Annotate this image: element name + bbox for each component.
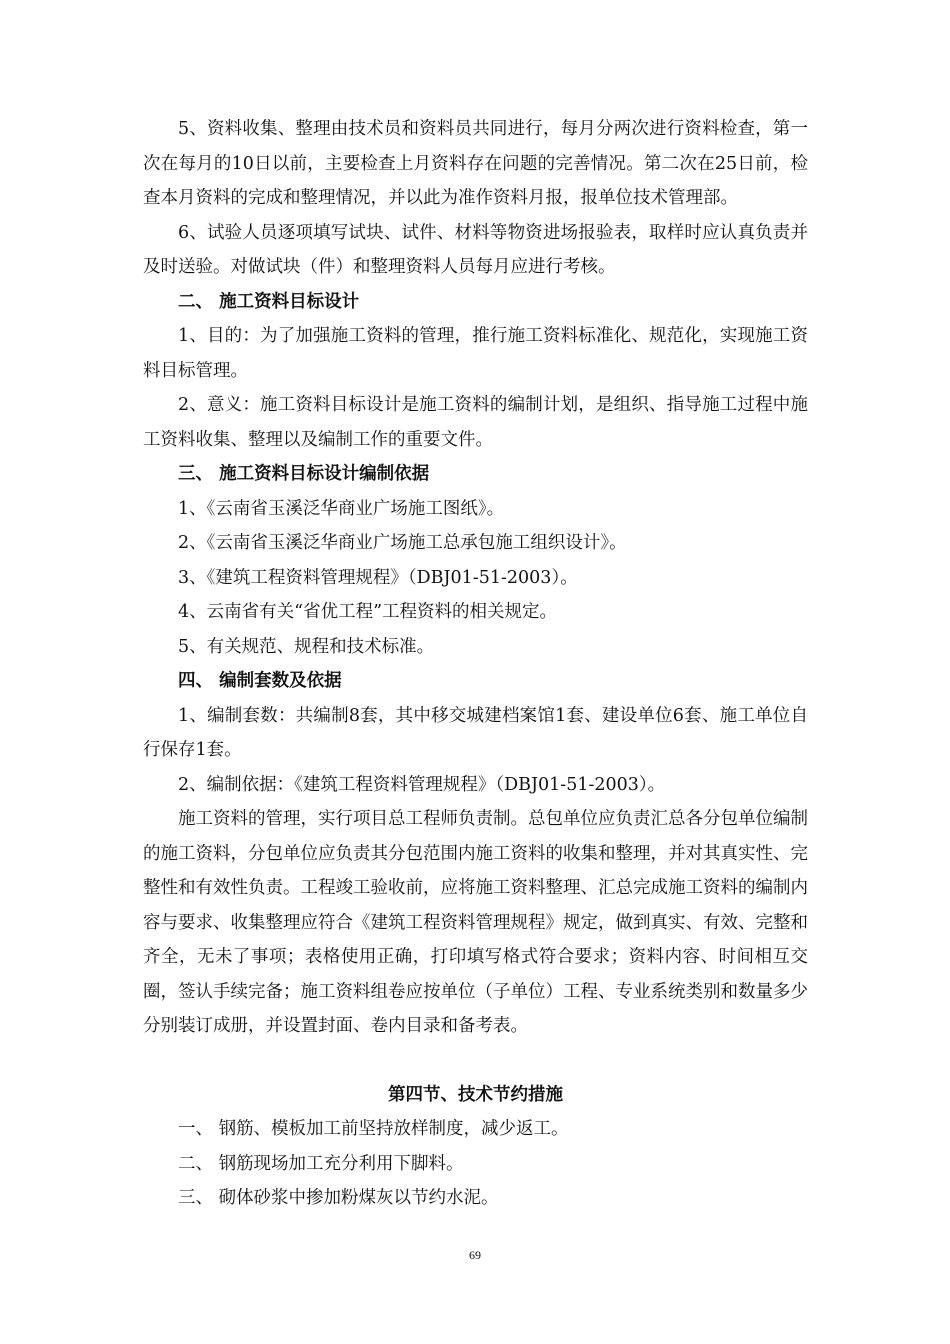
list-item: 2、《云南省玉溪泛华商业广场施工总承包施工组织设计》。 (178, 533, 627, 553)
paragraph: 施工资料的管理，实行项目总工程师负责制。总包单位应负责汇总各分包单位编制的施工资料，分包单位应负责其分包范围内施工资料的收集和整理，并对其真实性、完整性和有效性负责。工程竣工验收前，应将施工资料整理、汇总完成施工资料的编制内容与要求、收集整理应符合《建筑工程资料管理规程》规定，做到真实、有效、完整和齐全，无未了事项；表格使用正确，打印填写格式符合要求；资料内容、时间相互交圈，签认手续完备；施工资料组卷应按单位（子单位）工程、专业系统类别和数量多少分别装订成册，并设置封面、卷内目录和备考表。 (143, 809, 808, 1036)
paragraph: 1、编制套数：共编制8套，其中移交城建档案馆1套、建设单位6套、施工单位自行保存1套。 (143, 705, 808, 760)
list-item: 一、 钢筋、模板加工前坚持放样制度，减少返工。 (178, 1119, 569, 1139)
section-title: 第四节、技术节约措施 (388, 1084, 563, 1105)
list-item: 4、云南省有关“省优工程”工程资料的相关规定。 (178, 602, 558, 622)
document-body (143, 112, 808, 1216)
list-item: 3、《建筑工程资料管理规程》（DBJ01-51-2003）。 (178, 567, 578, 588)
list-item: 5、有关规范、规程和技术标准。 (178, 636, 435, 657)
section-heading: 四、 编制套数及依据 (178, 671, 342, 691)
list-item: 二、 钢筋现场加工充分利用下脚料。 (178, 1153, 464, 1174)
paragraph: 2、意义：施工资料目标设计是施工资料的编制计划，是组织、指导施工过程中施工资料收集、整理以及编制工作的重要文件。 (143, 395, 808, 450)
paragraph: 5、资料收集、整理由技术员和资料员共同进行，每月分两次进行资料检查，第一次在每月的10日以前，主要检查上月资料存在问题的完善情况。第二次在25日前，检查本月资料的完成和整理情况，并以此为准作资料月报，报单位技术管理部。 (143, 119, 808, 208)
paragraph: 6、试验人员逐项填写试块、试件、材料等物资进场报验表，取样时应认真负责并及时送验。对做试块（件）和整理资料人员每月应进行考核。 (143, 222, 808, 277)
page-number: 69 (469, 1248, 481, 1262)
paragraph: 2、编制依据：《建筑工程资料管理规程》（DBJ01-51-2003）。 (178, 774, 666, 795)
list-item: 1、《云南省玉溪泛华商业广场施工图纸》。 (178, 498, 505, 519)
paragraph: 1、目的：为了加强施工资料的管理，推行施工资料标准化、规范化，实现施工资料目标管理。 (143, 326, 808, 381)
list-item: 三、 砌体砂浆中掺加粉煤灰以节约水泥。 (178, 1188, 499, 1208)
section-heading: 二、 施工资料目标设计 (178, 291, 360, 312)
section-heading: 三、 施工资料目标设计编制依据 (178, 464, 430, 484)
